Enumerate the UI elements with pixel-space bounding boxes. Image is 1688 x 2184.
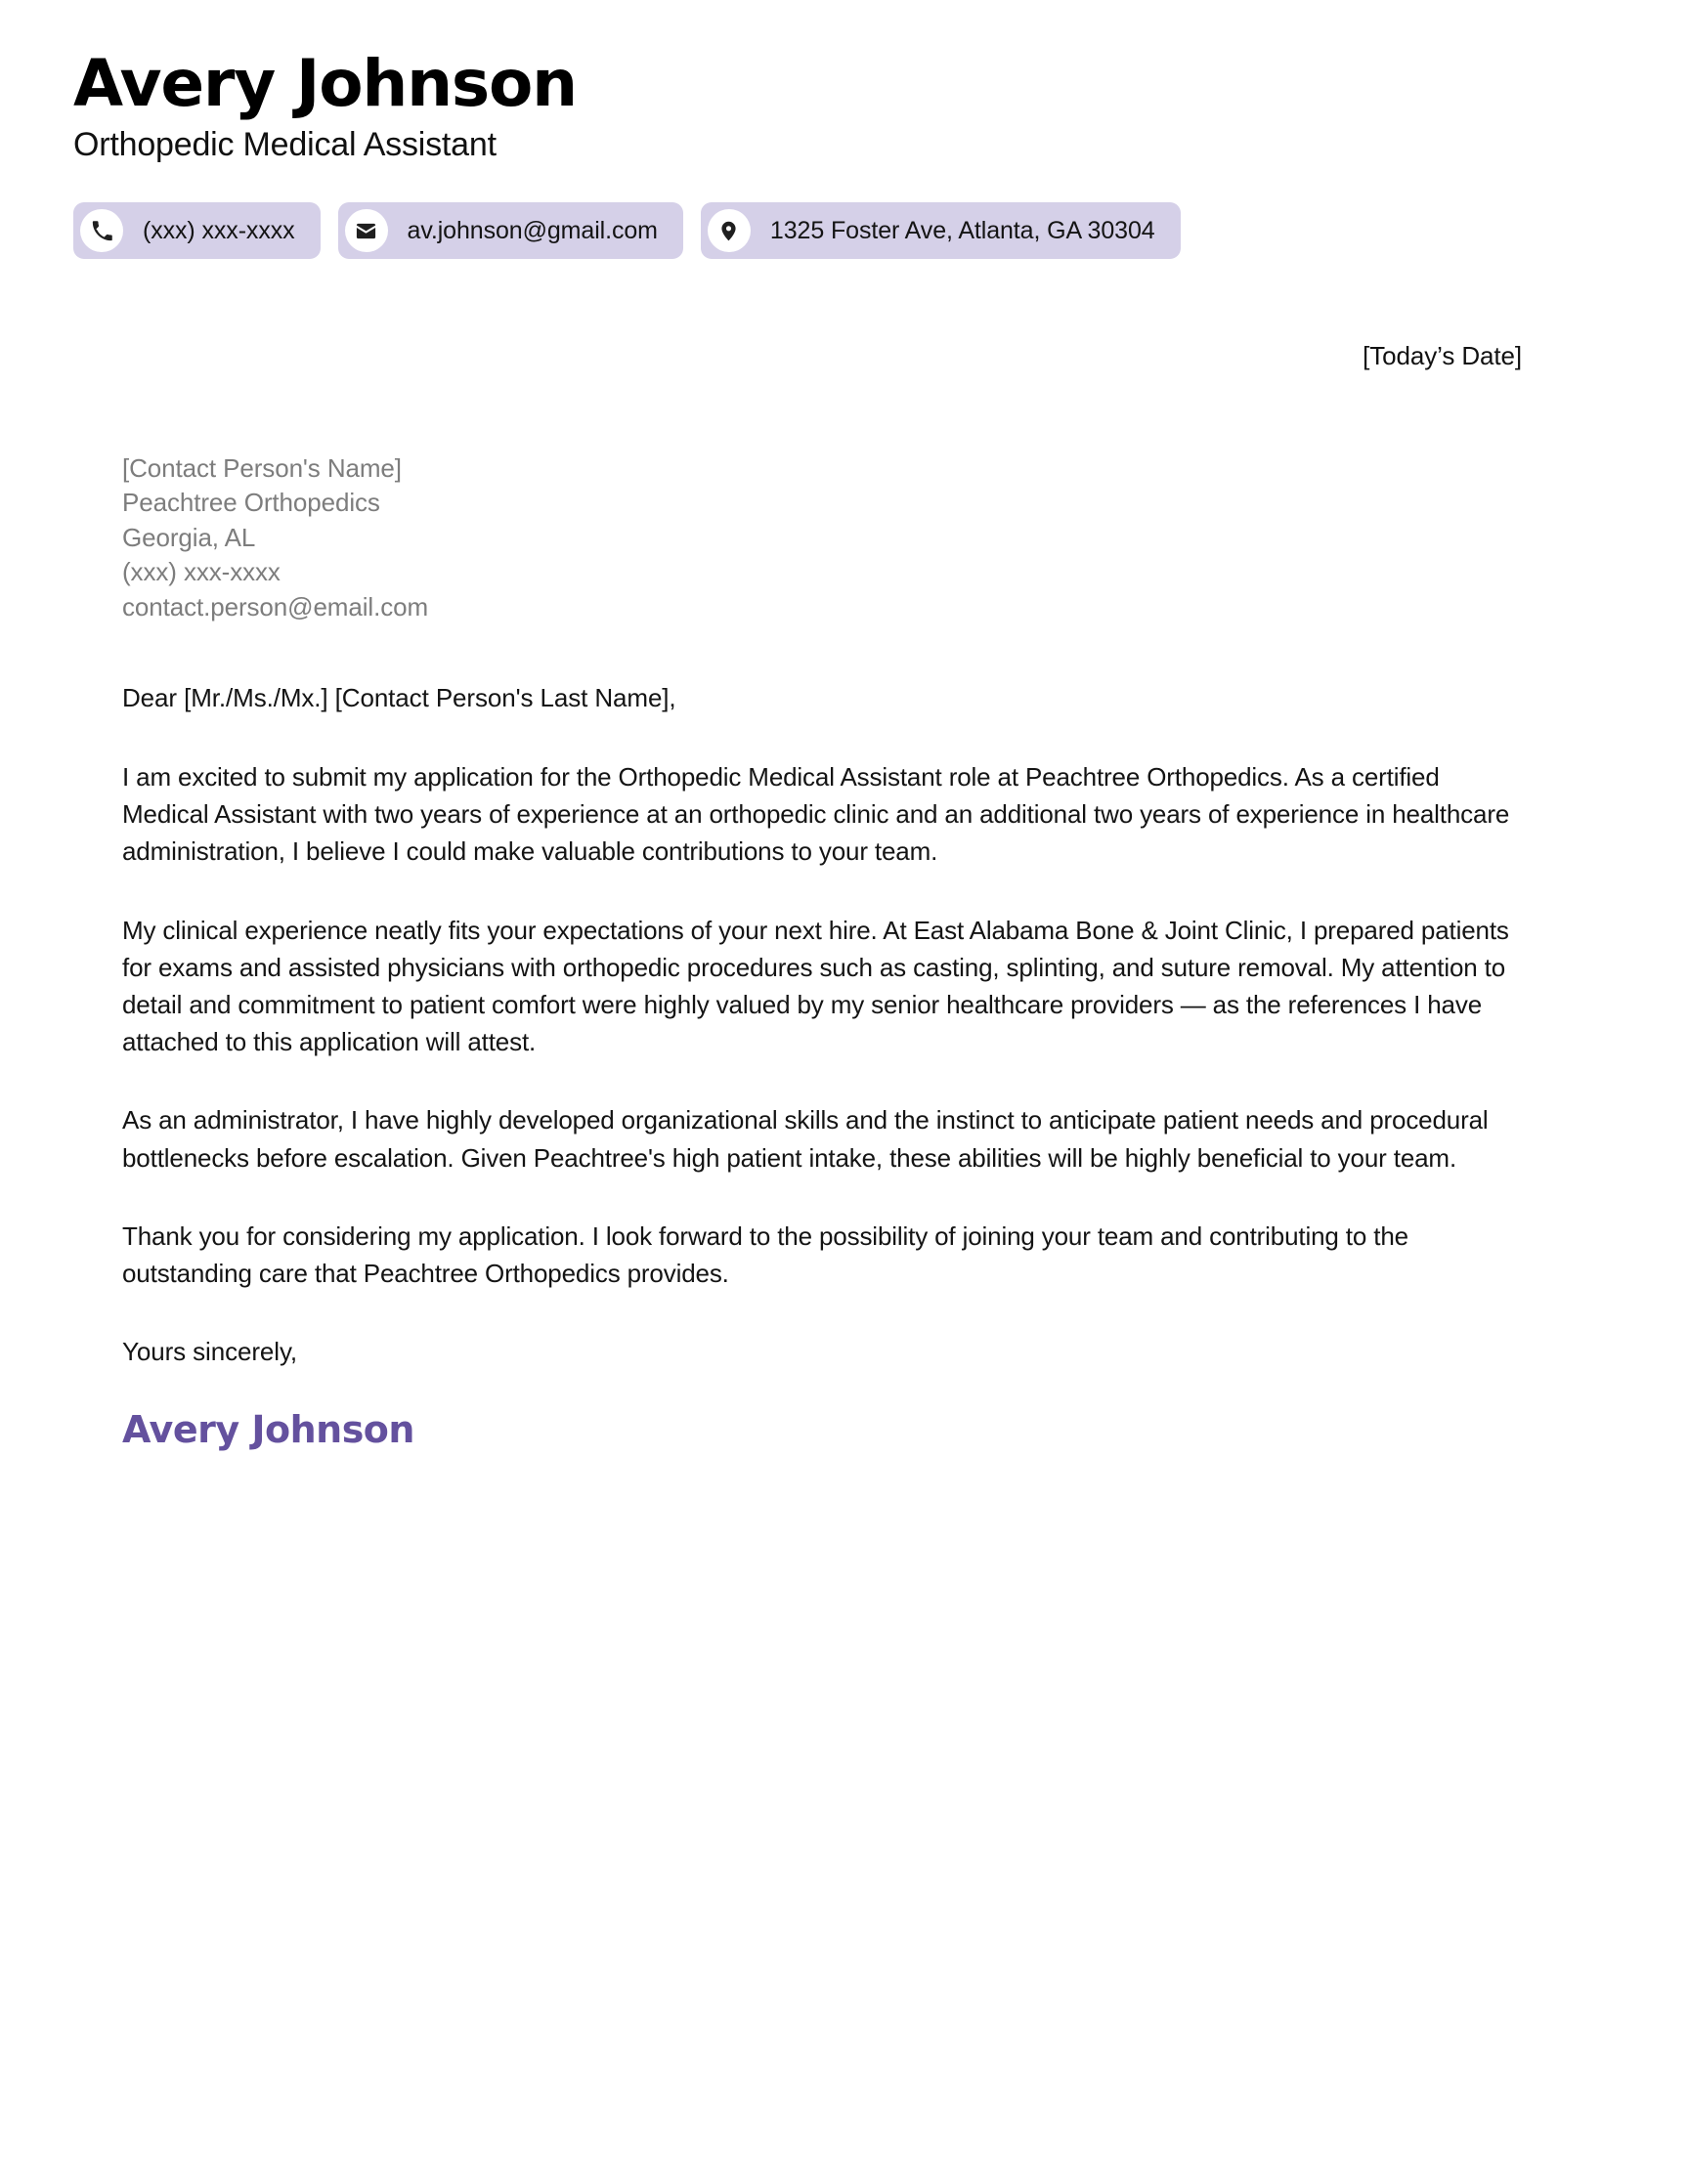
body-paragraph: I am excited to submit my application for the Orthopedic Medical Assistant role at Peachtree Orthopedics. As a certified Medical Assistant with two years of experience at an orthopedic clinic and an additional two years of experience in healthcare administration, I believe I could make valuable contributions to your team. bbox=[122, 761, 1510, 867]
job-title: Orthopedic Medical Assistant bbox=[73, 125, 497, 163]
signature-name: Avery Johnson bbox=[122, 1408, 414, 1452]
recipient-line: Peachtree Orthopedics bbox=[122, 488, 380, 518]
letter-body bbox=[73, 451, 1522, 1451]
body-paragraph: Thank you for considering my application. I look forward to the possibility of joining your team and contributing to the outstanding care that Peachtree Orthopedics provides. bbox=[122, 1220, 1408, 1289]
envelope-icon bbox=[345, 209, 388, 252]
contact-value-email: av.johnson@gmail.com bbox=[407, 216, 658, 244]
phone-icon bbox=[80, 209, 123, 252]
letter-header bbox=[73, 46, 1522, 259]
map-pin-icon bbox=[708, 209, 751, 252]
contact-badge-phone[interactable] bbox=[73, 202, 321, 259]
contact-info-row bbox=[73, 202, 1522, 259]
recipient-line: Georgia, AL bbox=[122, 522, 256, 552]
recipient-line: (xxx) xxx-xxxx bbox=[122, 557, 281, 587]
contact-badge-email[interactable] bbox=[338, 202, 683, 259]
body-paragraph: As an administrator, I have highly developed organizational skills and the instinct to anticipate patient needs and procedural bottlenecks before escalation. Given Peachtree's high patient intake, these abilities will be highly beneficial to your team. bbox=[122, 1105, 1489, 1173]
contact-value-phone: (xxx) xxx-xxxx bbox=[143, 216, 295, 244]
closing-salutation: Yours sincerely, bbox=[122, 1337, 298, 1367]
contact-value-address: 1325 Foster Ave, Atlanta, GA 30304 bbox=[769, 216, 1155, 244]
letter-date: [Today’s Date] bbox=[1363, 341, 1522, 371]
recipient-line: contact.person@email.com bbox=[122, 591, 429, 621]
page-title: Avery Johnson bbox=[73, 46, 577, 121]
body-paragraph: My clinical experience neatly fits your expectations of your next hire. At East Alabama Bone & Joint Clinic, I prepared patients for exams and assisted physicians with orthopedic procedures such as casting, splinting, and suture removal. My attention to detail and commitment to patient comfort were highly valued by my senior healthcare providers — as the references I have attached to this application will attest. bbox=[122, 915, 1509, 1057]
recipient-address-block bbox=[122, 451, 1522, 624]
salutation: Dear [Mr./Ms./Mx.] [Contact Person's Last Name], bbox=[122, 682, 676, 712]
recipient-line: [Contact Person's Name] bbox=[122, 453, 402, 484]
contact-badge-address[interactable] bbox=[701, 202, 1181, 259]
